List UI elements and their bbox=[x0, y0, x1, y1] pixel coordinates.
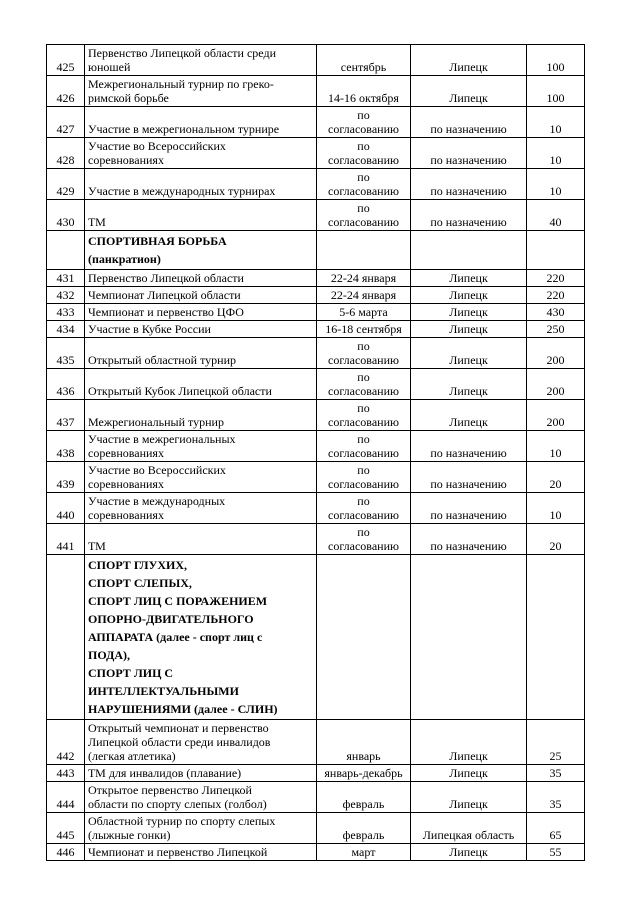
event-place: Липецк bbox=[411, 369, 527, 400]
event-name-line: соревнованиях bbox=[88, 477, 164, 491]
table-row bbox=[47, 270, 585, 287]
event-date-line: по bbox=[357, 401, 370, 415]
event-name bbox=[85, 287, 317, 304]
event-date-line: согласованию bbox=[328, 215, 399, 229]
event-name-line: Первенство Липецкой области bbox=[88, 271, 244, 285]
event-date-line: по bbox=[357, 370, 370, 384]
event-date-line: по bbox=[357, 170, 370, 184]
participant-count: 430 bbox=[527, 304, 585, 321]
section-header-row bbox=[47, 555, 585, 720]
event-date bbox=[317, 45, 411, 76]
event-place: Липецк bbox=[411, 844, 527, 861]
participant-count: 10 bbox=[527, 169, 585, 200]
participant-count: 35 bbox=[527, 765, 585, 782]
row-number: 433 bbox=[47, 304, 85, 321]
event-name-line: (легкая атлетика) bbox=[88, 749, 176, 763]
row-number: 445 bbox=[47, 813, 85, 844]
participant-count: 10 bbox=[527, 138, 585, 169]
event-name-line: римской борьбе bbox=[88, 91, 169, 105]
event-date-line: по bbox=[357, 201, 370, 215]
event-date-line: по bbox=[357, 432, 370, 446]
event-name-line: Открытый Кубок Липецкой области bbox=[88, 384, 272, 398]
row-number: 427 bbox=[47, 107, 85, 138]
table-row bbox=[47, 76, 585, 107]
row-number: 438 bbox=[47, 431, 85, 462]
event-name bbox=[85, 462, 317, 493]
event-name-line: Межрегиональный турнир bbox=[88, 415, 224, 429]
event-date bbox=[317, 304, 411, 321]
event-name-line: ТМ bbox=[88, 215, 106, 229]
row-number: 440 bbox=[47, 493, 85, 524]
row-number: 437 bbox=[47, 400, 85, 431]
event-place: по назначению bbox=[411, 462, 527, 493]
event-name bbox=[85, 813, 317, 844]
event-place: по назначению bbox=[411, 431, 527, 462]
event-name-line: (лыжные гонки) bbox=[88, 828, 171, 842]
participant-count: 25 bbox=[527, 720, 585, 765]
event-date-line: 14-16 октября bbox=[328, 91, 399, 105]
table-row bbox=[47, 400, 585, 431]
table-row bbox=[47, 169, 585, 200]
participant-count: 40 bbox=[527, 200, 585, 231]
event-date-line: согласованию bbox=[328, 477, 399, 491]
event-date-line: согласованию bbox=[328, 446, 399, 460]
event-date bbox=[317, 765, 411, 782]
event-date bbox=[317, 720, 411, 765]
event-name-line: юношей bbox=[88, 60, 131, 74]
section-title-line: ИНТЕЛЛЕКТУАЛЬНЫМИ bbox=[88, 684, 239, 698]
event-name-line: Участие в международных турнирах bbox=[88, 184, 276, 198]
event-name bbox=[85, 400, 317, 431]
event-name-line: Участие в межрегиональном турнире bbox=[88, 122, 280, 136]
participant-count: 200 bbox=[527, 400, 585, 431]
event-date-line: по bbox=[357, 463, 370, 477]
table-row bbox=[47, 462, 585, 493]
row-number: 441 bbox=[47, 524, 85, 555]
event-place: Липецк bbox=[411, 338, 527, 369]
participant-count: 250 bbox=[527, 321, 585, 338]
table-row bbox=[47, 765, 585, 782]
event-name-line: ТМ bbox=[88, 539, 106, 553]
event-name-line: Участие в международных bbox=[88, 494, 226, 508]
event-name-line: Первенство Липецкой области среди bbox=[88, 46, 276, 60]
event-name-line: Участие во Всероссийских bbox=[88, 463, 226, 477]
table-row bbox=[47, 287, 585, 304]
event-date-line: согласованию bbox=[328, 539, 399, 553]
event-name-line: соревнованиях bbox=[88, 446, 164, 460]
event-place: по назначению bbox=[411, 200, 527, 231]
participant-count: 100 bbox=[527, 76, 585, 107]
event-date-line: по bbox=[357, 494, 370, 508]
event-place: по назначению bbox=[411, 138, 527, 169]
event-date-line: по bbox=[357, 139, 370, 153]
table-row bbox=[47, 720, 585, 765]
row-number: 426 bbox=[47, 76, 85, 107]
row-number: 430 bbox=[47, 200, 85, 231]
event-name bbox=[85, 270, 317, 287]
event-name bbox=[85, 200, 317, 231]
events-table-body bbox=[47, 45, 585, 861]
event-name bbox=[85, 107, 317, 138]
participant-count bbox=[527, 231, 585, 270]
section-title-line: СПОРТ ГЛУХИХ, bbox=[88, 558, 188, 572]
event-date bbox=[317, 231, 411, 270]
event-name-line: области по спорту слепых (голбол) bbox=[88, 797, 267, 811]
event-date bbox=[317, 369, 411, 400]
table-row bbox=[47, 782, 585, 813]
event-date-line: 16-18 сентября bbox=[325, 322, 402, 336]
table-row bbox=[47, 321, 585, 338]
event-date bbox=[317, 844, 411, 861]
participant-count: 200 bbox=[527, 338, 585, 369]
section-header-row bbox=[47, 231, 585, 270]
event-place: Липецк bbox=[411, 400, 527, 431]
row-number: 425 bbox=[47, 45, 85, 76]
section-title-line: ПОДА), bbox=[88, 648, 130, 662]
event-place bbox=[411, 231, 527, 270]
event-date bbox=[317, 76, 411, 107]
event-name-line: соревнованиях bbox=[88, 153, 164, 167]
event-name bbox=[85, 169, 317, 200]
participant-count: 65 bbox=[527, 813, 585, 844]
event-date-line: согласованию bbox=[328, 508, 399, 522]
event-name-line: Чемпионат Липецкой области bbox=[88, 288, 241, 302]
participant-count bbox=[527, 555, 585, 720]
event-name-line: Участие в Кубке России bbox=[88, 322, 211, 336]
event-name bbox=[85, 720, 317, 765]
event-place: Липецк bbox=[411, 782, 527, 813]
participant-count: 100 bbox=[527, 45, 585, 76]
event-name-line: ТМ для инвалидов (плавание) bbox=[88, 766, 242, 780]
event-name bbox=[85, 782, 317, 813]
participant-count: 10 bbox=[527, 493, 585, 524]
row-number: 444 bbox=[47, 782, 85, 813]
row-number: 435 bbox=[47, 338, 85, 369]
section-title-line: АППАРАТА (далее - спорт лиц с bbox=[88, 630, 263, 644]
table-row bbox=[47, 107, 585, 138]
row-number: 429 bbox=[47, 169, 85, 200]
event-name-line: Открытое первенство Липецкой bbox=[88, 783, 252, 797]
participant-count: 55 bbox=[527, 844, 585, 861]
table-row bbox=[47, 431, 585, 462]
event-place: Липецк bbox=[411, 45, 527, 76]
event-date bbox=[317, 270, 411, 287]
event-place: Липецк bbox=[411, 270, 527, 287]
event-place: Липецк bbox=[411, 720, 527, 765]
event-date bbox=[317, 462, 411, 493]
event-date-line: по bbox=[357, 339, 370, 353]
row-number: 446 bbox=[47, 844, 85, 861]
row-number bbox=[47, 231, 85, 270]
event-place bbox=[411, 555, 527, 720]
section-title-line: НАРУШЕНИЯМИ (далее - СЛИН) bbox=[88, 702, 278, 716]
table-row bbox=[47, 304, 585, 321]
section-title-line: СПОРТ ЛИЦ С bbox=[88, 666, 174, 680]
section-title bbox=[85, 555, 317, 720]
event-name bbox=[85, 76, 317, 107]
participant-count: 220 bbox=[527, 287, 585, 304]
event-date-line: январь bbox=[346, 749, 381, 763]
event-date bbox=[317, 555, 411, 720]
event-date-line: согласованию bbox=[328, 384, 399, 398]
event-name bbox=[85, 321, 317, 338]
event-date bbox=[317, 200, 411, 231]
event-place: Липецк bbox=[411, 287, 527, 304]
event-place: Липецк bbox=[411, 76, 527, 107]
event-date-line: 22-24 января bbox=[330, 288, 397, 302]
participant-count: 20 bbox=[527, 524, 585, 555]
participant-count: 220 bbox=[527, 270, 585, 287]
participant-count: 35 bbox=[527, 782, 585, 813]
participant-count: 10 bbox=[527, 431, 585, 462]
participant-count: 200 bbox=[527, 369, 585, 400]
event-place: Липецк bbox=[411, 321, 527, 338]
row-number: 443 bbox=[47, 765, 85, 782]
table-row bbox=[47, 524, 585, 555]
event-date bbox=[317, 782, 411, 813]
event-name-line: Областной турнир по спорту слепых bbox=[88, 814, 276, 828]
event-name bbox=[85, 431, 317, 462]
event-name bbox=[85, 765, 317, 782]
row-number bbox=[47, 555, 85, 720]
event-date-line: сентябрь bbox=[340, 60, 387, 74]
event-place: Липецк bbox=[411, 765, 527, 782]
event-name-line: Чемпионат и первенство Липецкой bbox=[88, 845, 268, 859]
row-number: 439 bbox=[47, 462, 85, 493]
events-table bbox=[46, 44, 585, 861]
section-title-line: СПОРТ СЛЕПЫХ, bbox=[88, 576, 192, 590]
section-title-line: ОПОРНО-ДВИГАТЕЛЬНОГО bbox=[88, 612, 254, 626]
section-title-line: СПОРТ ЛИЦ С ПОРАЖЕНИЕМ bbox=[88, 594, 268, 608]
event-date bbox=[317, 431, 411, 462]
table-row bbox=[47, 338, 585, 369]
participant-count: 20 bbox=[527, 462, 585, 493]
event-place: Липецкая область bbox=[411, 813, 527, 844]
event-date bbox=[317, 400, 411, 431]
event-name bbox=[85, 844, 317, 861]
event-place: Липецк bbox=[411, 304, 527, 321]
event-name-line: Чемпионат и первенство ЦФО bbox=[88, 305, 244, 319]
event-date bbox=[317, 169, 411, 200]
table-row bbox=[47, 813, 585, 844]
event-place: по назначению bbox=[411, 493, 527, 524]
event-date bbox=[317, 138, 411, 169]
event-date-line: согласованию bbox=[328, 153, 399, 167]
event-date-line: март bbox=[351, 845, 376, 859]
event-name bbox=[85, 338, 317, 369]
event-name-line: Открытый областной турнир bbox=[88, 353, 236, 367]
event-name bbox=[85, 493, 317, 524]
row-number: 436 bbox=[47, 369, 85, 400]
event-date bbox=[317, 287, 411, 304]
section-title-line: СПОРТИВНАЯ БОРЬБА bbox=[88, 234, 227, 248]
event-name-line: Открытый чемпионат и первенство bbox=[88, 721, 269, 735]
event-date bbox=[317, 813, 411, 844]
event-place: по назначению bbox=[411, 169, 527, 200]
event-place: по назначению bbox=[411, 524, 527, 555]
table-row bbox=[47, 138, 585, 169]
event-date-line: январь-декабрь bbox=[324, 766, 403, 780]
event-date-line: по bbox=[357, 108, 370, 122]
table-row bbox=[47, 200, 585, 231]
event-name-line: Участие в межрегиональных bbox=[88, 432, 236, 446]
event-date bbox=[317, 321, 411, 338]
event-date-line: февраль bbox=[342, 797, 385, 811]
event-date bbox=[317, 524, 411, 555]
table-row bbox=[47, 45, 585, 76]
event-date-line: по bbox=[357, 525, 370, 539]
row-number: 431 bbox=[47, 270, 85, 287]
event-name bbox=[85, 304, 317, 321]
event-name bbox=[85, 369, 317, 400]
table-row bbox=[47, 369, 585, 400]
event-name-line: соревнованиях bbox=[88, 508, 164, 522]
event-place: по назначению bbox=[411, 107, 527, 138]
event-name-line: Липецкой области среди инвалидов bbox=[88, 735, 271, 749]
event-date bbox=[317, 493, 411, 524]
table-row bbox=[47, 844, 585, 861]
row-number: 442 bbox=[47, 720, 85, 765]
section-title-line: (панкратион) bbox=[88, 252, 161, 266]
event-name-line: Межрегиональный турнир по греко- bbox=[88, 77, 274, 91]
event-date-line: 5-6 марта bbox=[339, 305, 388, 319]
event-date-line: согласованию bbox=[328, 184, 399, 198]
event-date-line: февраль bbox=[342, 828, 385, 842]
row-number: 432 bbox=[47, 287, 85, 304]
event-date bbox=[317, 107, 411, 138]
event-date-line: согласованию bbox=[328, 415, 399, 429]
table-row bbox=[47, 493, 585, 524]
event-name bbox=[85, 524, 317, 555]
row-number: 428 bbox=[47, 138, 85, 169]
event-date-line: согласованию bbox=[328, 122, 399, 136]
event-date-line: согласованию bbox=[328, 353, 399, 367]
event-date-line: 22-24 января bbox=[330, 271, 397, 285]
section-title bbox=[85, 231, 317, 270]
row-number: 434 bbox=[47, 321, 85, 338]
event-name bbox=[85, 138, 317, 169]
participant-count: 10 bbox=[527, 107, 585, 138]
event-name-line: Участие во Всероссийских bbox=[88, 139, 226, 153]
event-name bbox=[85, 45, 317, 76]
event-date bbox=[317, 338, 411, 369]
